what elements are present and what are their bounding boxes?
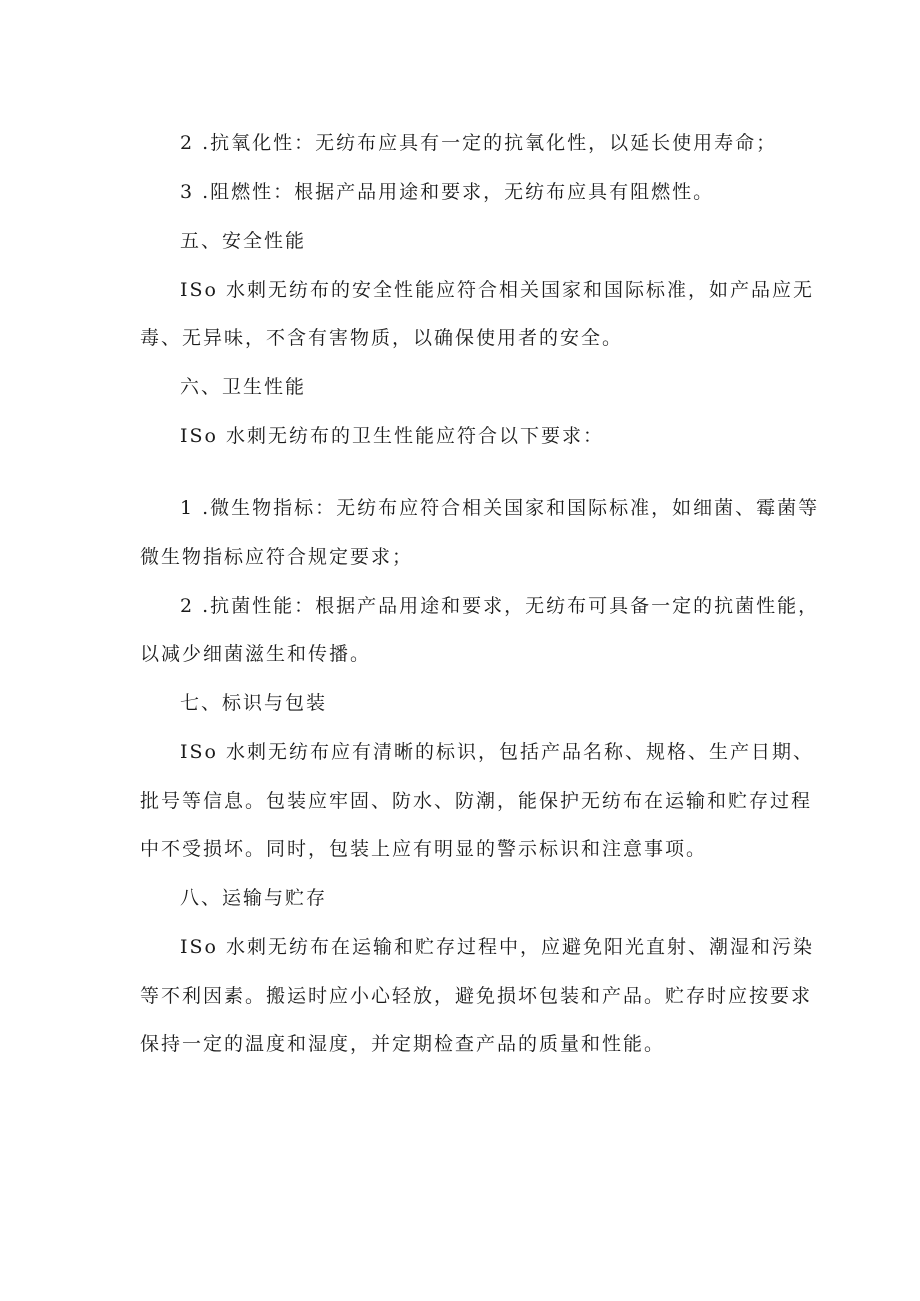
list-item-antibacterial-line-1: 2 .抗菌性能：根据产品用途和要求，无纺布可具备一定的抗菌性能，: [180, 595, 820, 617]
list-item-antioxidation: 2 .抗氧化性：无纺布应具有一定的抗氧化性，以延长使用寿命；: [180, 132, 778, 154]
paragraph-labeling-line-2: 批号等信息。包装应牢固、防水、防潮，能保护无纺布在运输和贮存过程: [140, 790, 813, 812]
paragraph-labeling-line-1: ISo 水刺无纺布应有清晰的标识，包括产品名称、规格、生产日期、: [180, 741, 815, 763]
section-heading-safety: 五、安全性能: [180, 230, 307, 252]
list-item-flame-retardant: 3 .阻燃性：根据产品用途和要求，无纺布应具有阻燃性。: [180, 181, 715, 203]
list-item-antibacterial-line-2: 以减少细菌滋生和传播。: [140, 643, 372, 665]
paragraph-transport-line-1: ISo 水刺无纺布在运输和贮存过程中，应避免阳光直射、潮湿和污染: [180, 936, 815, 958]
section-heading-transport: 八、运输与贮存: [180, 887, 328, 909]
list-item-microbial-line-1: 1 .微生物指标：无纺布应符合相关国家和国际标准，如细菌、霉菌等: [180, 497, 820, 519]
section-heading-hygiene: 六、卫生性能: [180, 376, 307, 398]
paragraph-transport-line-2: 等不利因素。搬运时应小心轻放，避免损坏包装和产品。贮存时应按要求: [140, 985, 813, 1007]
paragraph-safety-line-1: ISo 水刺无纺布的安全性能应符合相关国家和国际标准，如产品应无: [180, 279, 815, 301]
paragraph-transport-line-3: 保持一定的温度和湿度，并定期检查产品的质量和性能。: [140, 1033, 666, 1055]
paragraph-hygiene-intro: ISo 水刺无纺布的卫生性能应符合以下要求：: [180, 425, 605, 447]
section-heading-labeling: 七、标识与包装: [180, 692, 328, 714]
list-item-microbial-line-2: 微生物指标应符合规定要求；: [140, 546, 414, 568]
paragraph-labeling-line-3: 中不受损坏。同时，包装上应有明显的警示标识和注意事项。: [140, 838, 708, 860]
paragraph-safety-line-2: 毒、无异味，不含有害物质，以确保使用者的安全。: [140, 327, 624, 349]
